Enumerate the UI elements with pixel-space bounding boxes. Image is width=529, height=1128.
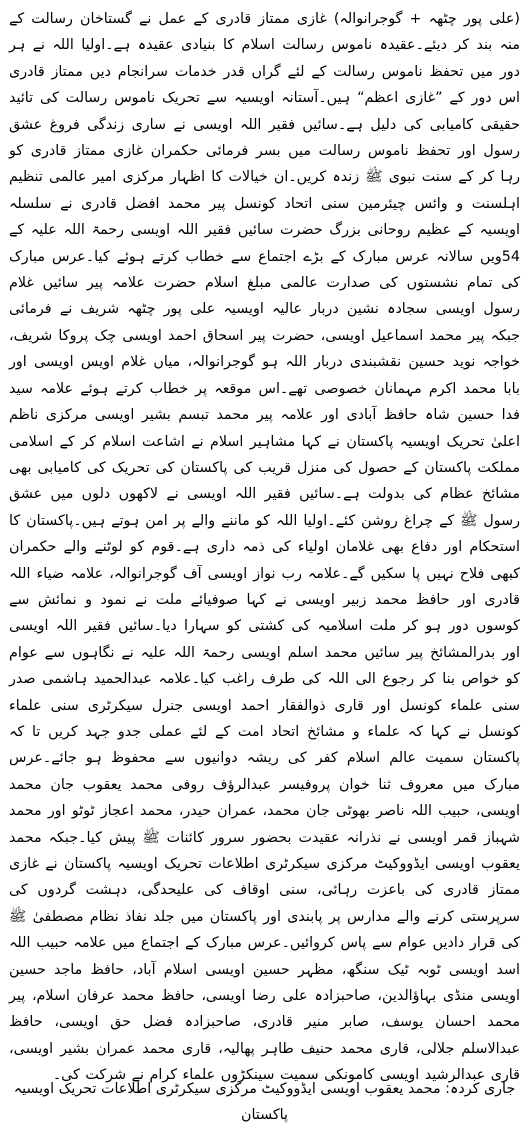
press-release-headline: (علی پور چٹھہ + گوجرانوالہ) غازی ممتاز قادری کے عمل نے گستاخان رسالت کے منہ بند bbox=[9, 11, 521, 54]
press-release-text: کر دیئے۔عقیدہ ناموس رسالت اسلام کا بنیادی عقیدہ ہے۔اولیا اللہ نے ہر دور میں تحفظ ناموس رسالت کے لئے گراں قدر خدمات سرانجام دیں ممتاز قادری اس دور کے ”غازی اعظم“ ہیں۔آستانہ اویسیہ سے تحریک ناموس رسالت کی تائید حقیقی کامیابی کی دلیل ہے۔سائیں فقیر اللہ اویسی نے ساری زندگی فروغ عشق رسول اور تحفظ ناموس رسالت میں بسر فرمائی حکمران غازی ممتاز قادری کو رہا کر کے سنت نبوی ﷺ زندہ کریں۔ان خیالات کا اظہار مرکزی امیر عالمی تنظیم اہلسنت و وائس چیئرمین سنی اتحاد کونسل پیر محمد افضل قادری نے سلسلہ اویسیہ کے عظیم روحانی بزرگ حضرت سائیں فقیر اللہ اویسی رحمۃ اللہ علیہ کے 54ویں سالانہ عرس مبارک کے بڑے اجتماع سے خطاب کرتے ہوئے کیا۔عرس مبارک کی تمام نشستوں کی صدارت عالمی مبلغ اسلام حضرت علامہ پیر سائیں غلام رسول اویسی سجادہ نشین دربار عالیہ اویسیہ علی پور چٹھہ شریف نے فرمائی جبکہ پیر محمد اسماعیل اویسی، حضرت پیر اسحاق احمد اویسی چک پروکا شریف، خواجہ نوید حسین نقشبندی دربار اللہ ہو گوجرانوالہ، میاں غلام اویس اویسی اور بابا محمد اکرم مہمانان خصوصی تھے۔اس موقعہ پر خطاب کرتے ہوئے علامہ سید فدا حسین شاہ حافظ آبادی اور علامہ پیر محمد تبسم بشیر اویسی مرکزی ناظم اعلیٰ تحریک اویسیہ پاکستان نے کہا مشاہیر اسلام نے اشاعت اسلام کر کے اسلامی مملکت پاکستان کے حصول کی منزل قریب کی پاکستان کی تحریک کی کامیابی بھی مشائخ عظام کی بدولت ہے۔سائیں فقیر اللہ اویسی نے لاکھوں دلوں میں عشق رسول ﷺ کے چراغ روشن کئے۔اولیا اللہ کو ماننے والے پر امن ہوتے ہیں۔پاکستان کا استحکام اور دفاع بھی غلامان اولیاء کی ذمہ داری ہے۔قوم کو لوٹنے والے حکمران کبھی فلاح نہیں پا سکیں گے۔علامہ رب نواز اویسی آف گوجرانوالہ، علامہ ضیاء اللہ قادری اور حافظ محمد زبیر اویسی نے کہا صوفیائے ملت نے نمود و نمائش سے کوسوں دور ہو کر ملت اسلامیہ کی کشتی کو سہارا دیا۔سائیں فقیر اللہ اویسی اور بدرالمشائخ پیر سائیں محمد اسلم اویسی رحمۃ اللہ علیہ نے نگاہوں سے عوام کو خواص بنا کر رجوع الی اللہ کی طرف راغب کیا۔علامہ عبدالحمید ہاشمی صدر سنی علماء کونسل اور قاری ذوالفقار احمد اویسی جنرل سیکرٹری سنی علماء کونسل نے کہا کہ علماء و مشائخ اتحاد امت کے لئے عملی جدو جہد کریں تا کہ پاکستان سمیت عالم اسلام کفر کی ریشہ دوانیوں سے محفوظ ہو جائے۔عرس مبارک میں معروف ثنا خوان پروفیسر عبدالرؤف روفی محمد یعقوب جان محمد اویسی، حبیب اللہ ناصر بھوٹی جان محمد، عمران حیدر، محمد اعجاز ٹوٹو اور محمد شہباز قمر اویسی نے نذرانہ عقیدت بحضور سرور کائنات ﷺ پیش کیا۔جبکہ محمد یعقوب اویسی ایڈووکیٹ مرکزی سیکرٹری اطلاعات تحریک اویسیہ پاکستان نے غازی ممتاز قادری کی باعزت رہائی، سنی اوقاف کی علیحدگی، دہشت گردوں کی سرپرستی کرنے والے مدارس پر پابندی اور پاکستان میں جلد نفاذ نظام مصطفیٰ ﷺ کی قرار دادیں عوام سے پاس کروائیں۔عرس مبارک کے اجتماع میں علامہ حبیب اللہ اسد اویسی ٹوبہ ٹیک سنگھ، مظہر حسین اویسی اسلام آباد، حافظ ماجد حسین اویسی منڈی بہاؤالدین، صاحبزادہ علی رضا اویسی، حافظ محمد عرفان اسلام، پیر محمد احسان یوسف، صابر منیر قادری، صاحبزادہ فضل حق اویسی، حافظ عبدالاسلم جلالی، قاری محمد حنیف طاہر پھالیہ، قاری محمد عمران بشیر اویسی، قاری عبدالرشید اویسی کامونکی سمیت سینکڑوں علماء کرام نے شرکت کی۔ bbox=[9, 37, 520, 1084]
press-release-body bbox=[9, 6, 520, 1089]
issued-by-footer: جاری کردہ: محمد یعقوب اویسی ایڈووکیٹ مرکزی سیکرٹری اطلاعات تحریک اویسیہ پاکستان bbox=[13, 1081, 516, 1123]
